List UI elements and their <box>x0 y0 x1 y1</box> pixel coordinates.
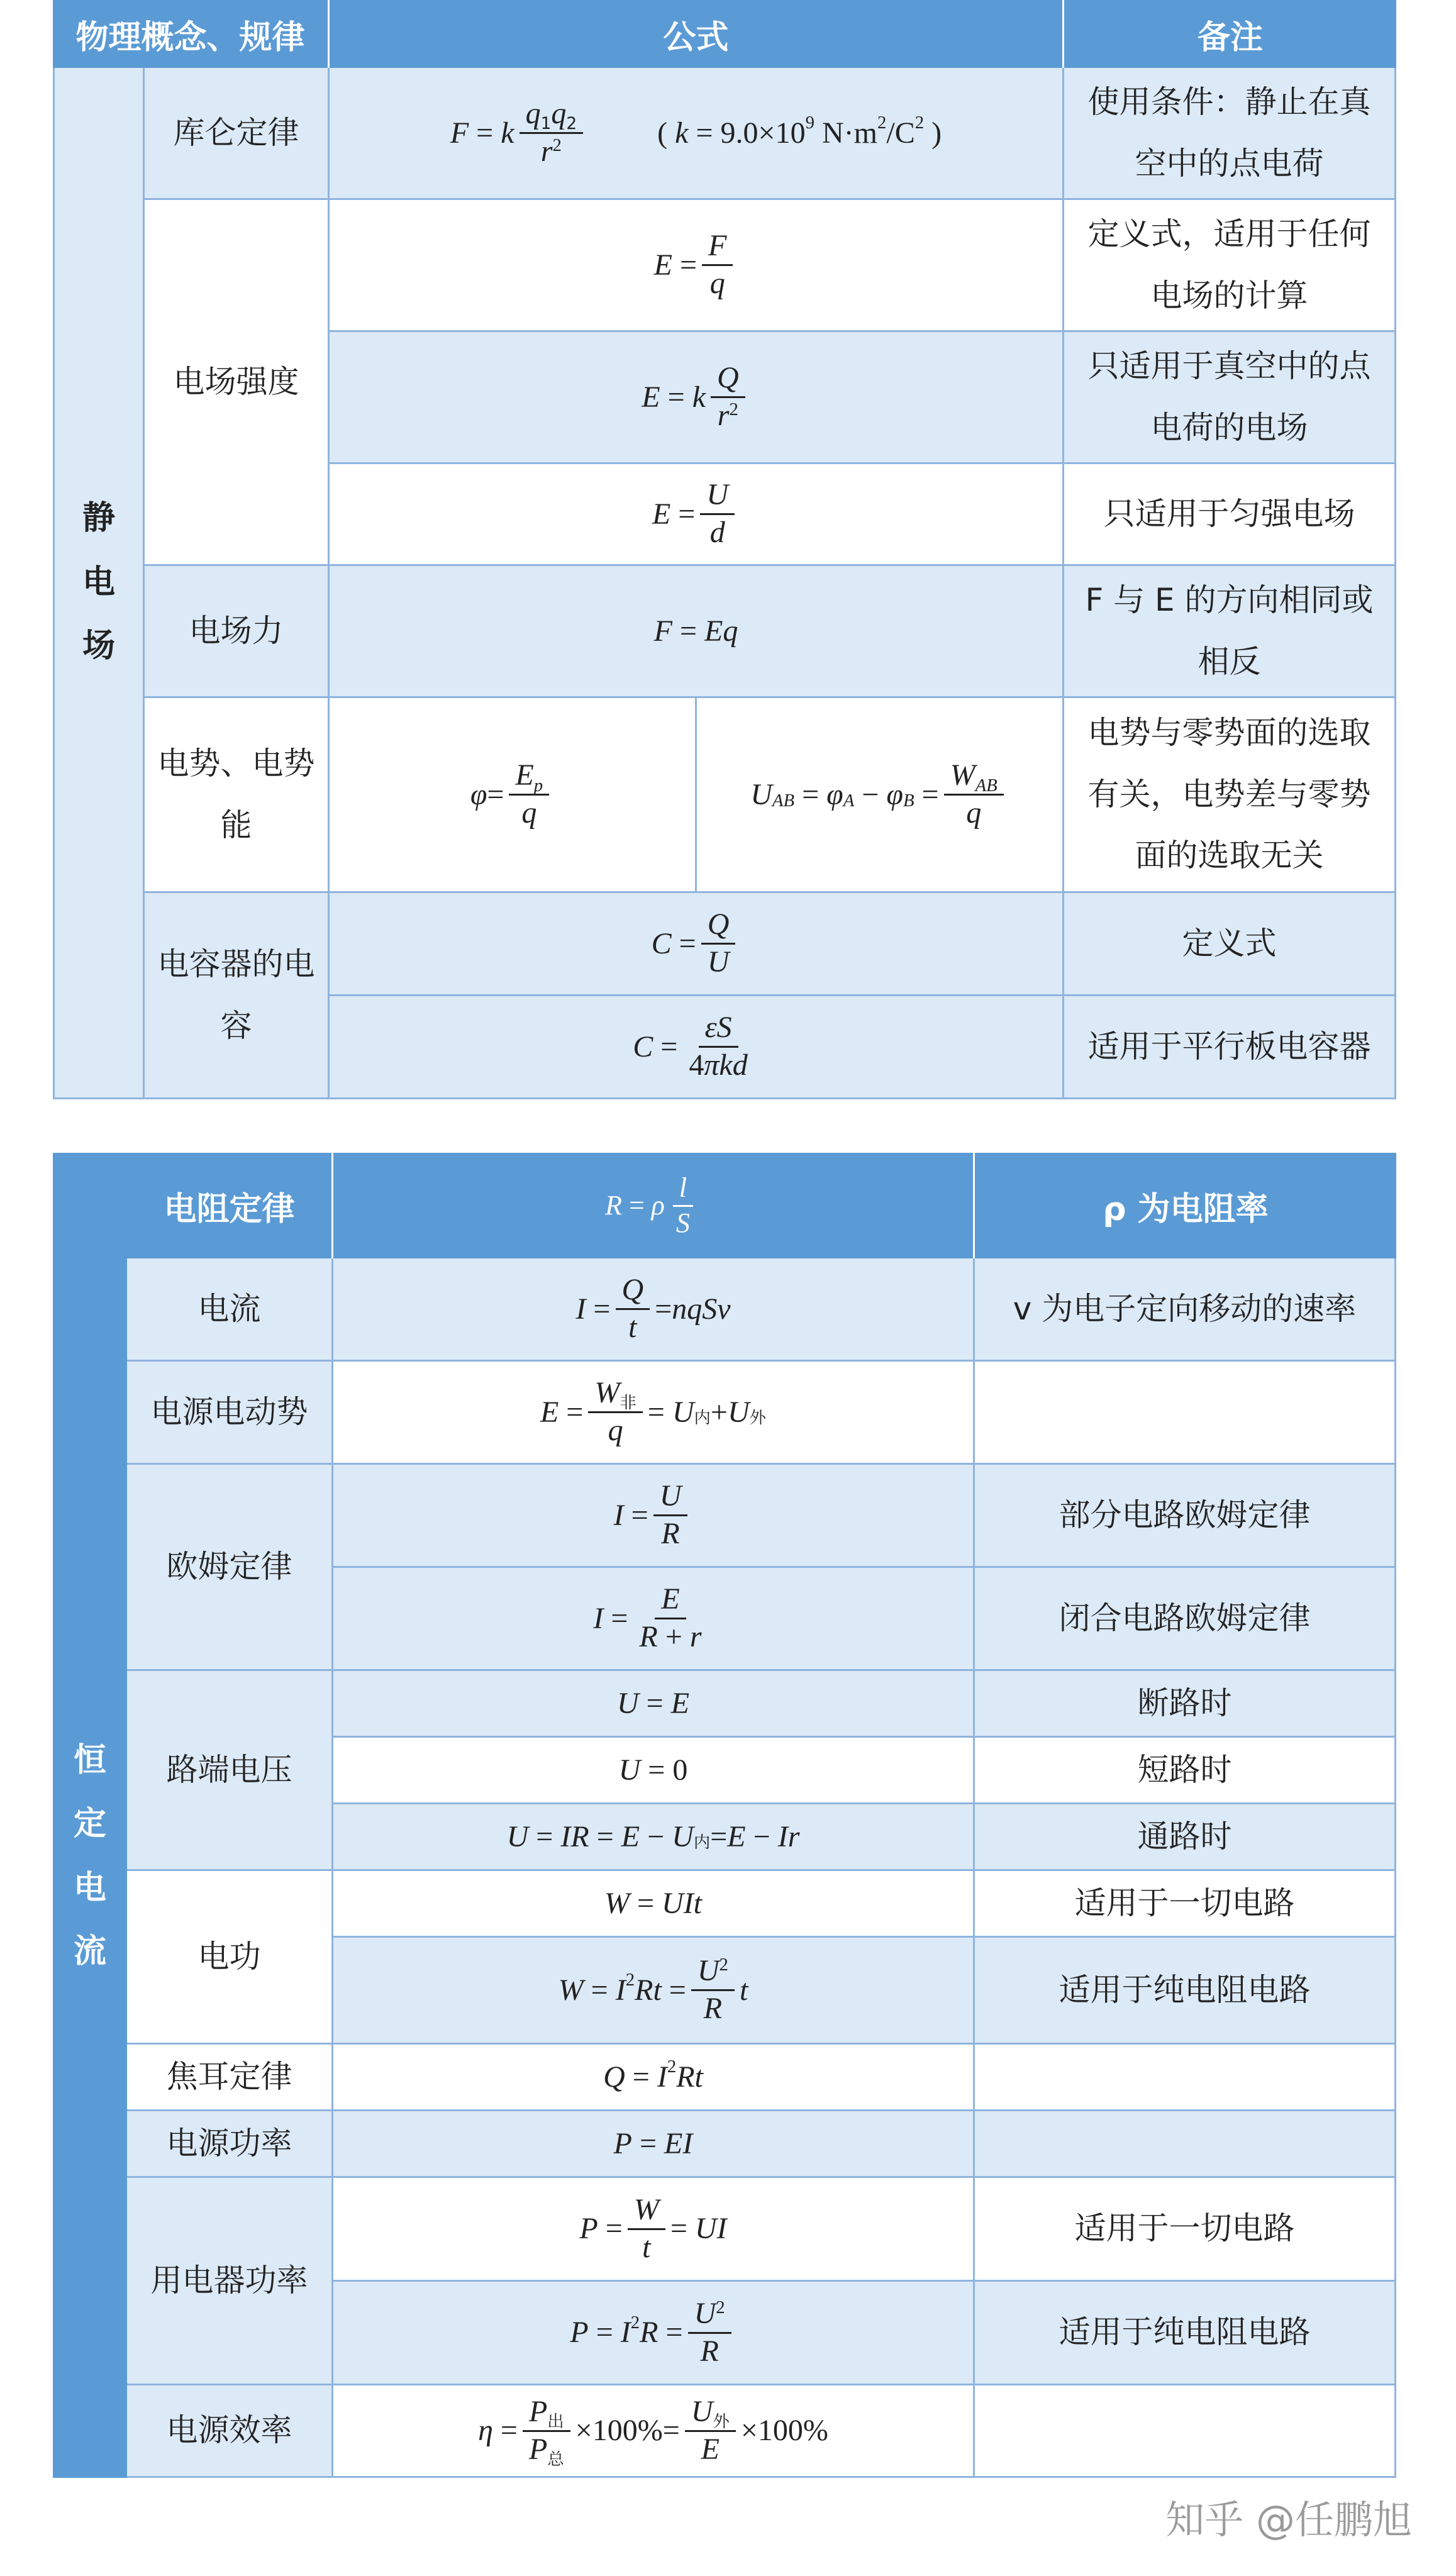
formula-field-uniform: E = $\frac{U}{d}$ <box>330 464 1064 566</box>
formula-source-power: P = EI <box>333 2111 975 2178</box>
concept-emf: 电源电动势 <box>127 1362 333 1465</box>
note-source-power <box>975 2111 1396 2178</box>
formula-terminal-open: U = E <box>333 1671 975 1738</box>
direct-current-table <box>53 1153 1396 2478</box>
header-note: 备注 <box>1064 0 1396 68</box>
section-electrostatics: 静电场 <box>53 68 145 1099</box>
note-device-power-resistive: 适用于纯电阻电路 <box>975 2282 1396 2385</box>
note-terminal-open: 断路时 <box>975 1671 1396 1738</box>
formula-ohm-closed: I = $\frac{E}{R + r}$ <box>333 1568 975 1671</box>
note-terminal-closed: 通路时 <box>975 1804 1396 1871</box>
formula-potential-difference: U AB = φ A − φ B = $W_{AB}$ q <box>697 698 1064 893</box>
concept-device-power: 用电器功率 <box>127 2178 333 2385</box>
note-joule <box>975 2045 1396 2111</box>
concept-source-power: 电源功率 <box>127 2111 333 2178</box>
formula-resistance-law: R = ρ $\frac{l}{S}$ <box>333 1153 975 1258</box>
concept-terminal-voltage: 路端电压 <box>127 1671 333 1871</box>
electrostatics-table <box>53 0 1396 1099</box>
concept-efficiency: 电源效率 <box>127 2385 333 2478</box>
note-field-uniform: 只适用于匀强电场 <box>1064 464 1396 566</box>
note-field-point-charge: 只适用于真空中的点电荷的电场 <box>1064 332 1396 464</box>
watermark: 知乎 @任鹏旭 <box>1165 2497 1412 2543</box>
note-field-definition: 定义式，适用于任何电场的计算 <box>1064 200 1396 332</box>
formula-potential: φ = $\frac{E_p}{q}$ <box>330 698 697 893</box>
note-capacitance-plate: 适用于平行板电容器 <box>1064 996 1396 1099</box>
formula-field-point-charge: E = k $\frac{Q}{r^2}$ <box>330 332 1064 464</box>
note-ohm-partial: 部分电路欧姆定律 <box>975 1465 1396 1568</box>
formula-electric-force: F = Eq <box>330 566 1064 698</box>
note-emf <box>975 1362 1396 1465</box>
note-efficiency <box>975 2385 1396 2478</box>
section-direct-current: 恒定电流 <box>53 1153 127 2478</box>
header-concept: 物理概念、规律 <box>53 0 330 68</box>
header-formula: 公式 <box>330 0 1064 68</box>
note-current: v 为电子定向移动的速率 <box>975 1258 1396 1362</box>
note-terminal-short: 短路时 <box>975 1738 1396 1804</box>
formula-efficiency: η = P出 P总 ×100%= U外 E ×100% <box>333 2385 975 2478</box>
formula-coulomb: F = k $\frac{q1q2}{r^2}$ ( k = 9.0×10 9 N·m 2 /C 2 ) <box>330 68 1064 200</box>
formula-device-power-resistive: P = I 2 R = $\frac{U^2}{R}$ <box>333 2282 975 2385</box>
note-coulomb: 使用条件：静止在真空中的点电荷 <box>1064 68 1396 200</box>
formula-current: I = $\frac{Q}{t}$ = nqSv <box>333 1258 975 1362</box>
formula-field-definition: E = $\frac{F}{q}$ <box>330 200 1064 332</box>
concept-potential: 电势、电势能 <box>145 698 330 893</box>
note-electric-force: F 与 E 的方向相同或相反 <box>1064 566 1396 698</box>
note-device-power-general: 适用于一切电路 <box>975 2178 1396 2282</box>
note-potential: 电势与零势面的选取有关，电势差与零势面的选取无关 <box>1064 698 1396 893</box>
note-resistance-law: ρ 为电阻率 <box>975 1153 1396 1258</box>
formula-work-resistive: W = I 2 Rt = $\frac{U^2}{R}$ t <box>333 1938 975 2045</box>
formula-emf: E = W非 q = U 内 + U 外 <box>333 1362 975 1465</box>
concept-current: 电流 <box>127 1258 333 1362</box>
concept-ohm: 欧姆定律 <box>127 1465 333 1671</box>
formula-terminal-short: U = 0 <box>333 1738 975 1804</box>
formula-ohm-partial: I = $\frac{U}{R}$ <box>333 1465 975 1568</box>
concept-electric-work: 电功 <box>127 1871 333 2045</box>
formula-joule: Q = I 2 Rt <box>333 2045 975 2111</box>
concept-resistance-law: 电阻定律 <box>127 1153 333 1258</box>
concept-joule: 焦耳定律 <box>127 2045 333 2111</box>
formula-terminal-closed: U = IR = E − U 内 = E − Ir <box>333 1804 975 1871</box>
formula-capacitance-definition: C = $\frac{Q}{U}$ <box>330 893 1064 996</box>
note-capacitance-definition: 定义式 <box>1064 893 1396 996</box>
formula-device-power-general: P = $\frac{W}{t}$ = UI <box>333 2178 975 2282</box>
note-work-resistive: 适用于纯电阻电路 <box>975 1938 1396 2045</box>
concept-field-strength: 电场强度 <box>145 200 330 566</box>
note-ohm-closed: 闭合电路欧姆定律 <box>975 1568 1396 1671</box>
concept-coulomb: 库仑定律 <box>145 68 330 200</box>
concept-electric-force: 电场力 <box>145 566 330 698</box>
formula-capacitance-plate: C = εS 4πkd <box>330 996 1064 1099</box>
formula-work-general: W = UIt <box>333 1871 975 1938</box>
concept-capacitance: 电容器的电容 <box>145 893 330 1099</box>
note-work-general: 适用于一切电路 <box>975 1871 1396 1938</box>
